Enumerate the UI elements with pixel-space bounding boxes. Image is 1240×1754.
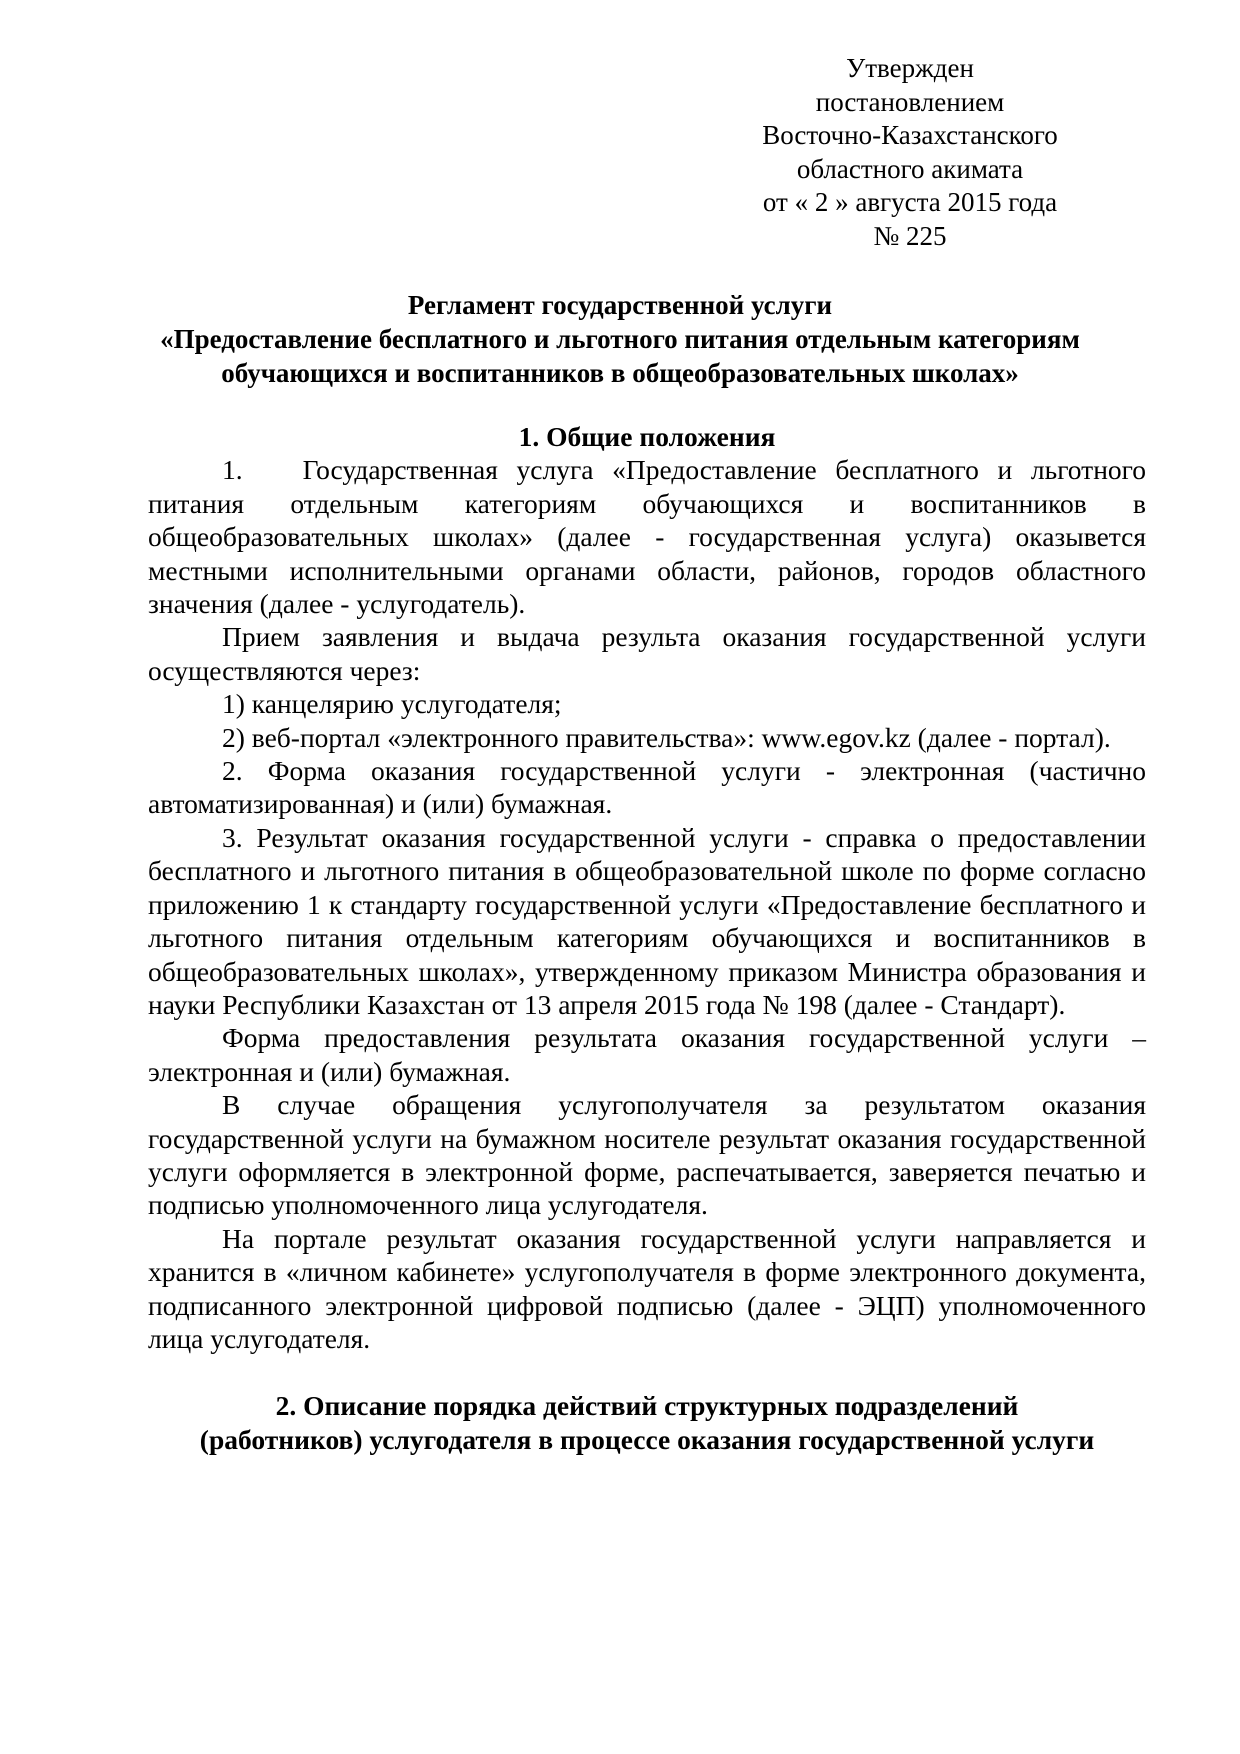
section-2-heading [148,1389,1146,1456]
paragraph-1 [148,453,1146,620]
list-item-2: 2) веб-портал «электронного правительства»: www.egov.kz (далее - портал). [222,721,1111,753]
approval-block [700,52,1120,253]
approval-line: Восточно-Казахстанского [762,120,1058,150]
document-body [148,420,1146,1456]
paragraph-text: Государственная услуга «Предоставление бесплатного и льготного питания отдельным категориям обучающихся и воспитанников в общеобразовательных школах» (далее - государственная услуга) оказывется местными исполнительными органами области, районов, городов областного значения (далее - услугодатель). [148,454,1146,620]
document-title [100,288,1140,390]
paragraph-portal: На портале результат оказания государственной услуги направляется и хранится в «личном кабинете» услугополучателя в форме электронного документа, подписанного электронной цифровой подписью (далее - ЭЦП) уполномоченного лица услугодателя. [148,1222,1146,1354]
paragraph-2: Прием заявления и выдача результа оказания государственной услуги осуществляются через: [148,621,1146,686]
heading-line: 2. Описание порядка действий структурных подразделений [275,1390,1019,1422]
approval-line: областного акимата [796,153,1024,184]
paragraph-number: 1. [222,454,243,486]
approval-number: № 225 [873,220,947,251]
list-item-1: 1) канцелярию услугодателя; [222,688,562,720]
section-1-heading: 1. Общие положения [518,421,776,452]
approval-line: постановлением [815,86,1005,117]
title-line: обучающихся и воспитанников в общеобразовательных школах» [221,358,1019,388]
paragraph-result: 3. Результат оказания государственной услуги - справка о предоставлении бесплатного и льготного питания в общеобразовательной школе по форме согласно приложению 1 к стандарту государственной услуги «Предоставление бесплатного и льготного питания отдельным категориям обучающихся и воспитанников в общеобразовательных школах», утвержденному приказом Министра образования и науки Республики Казахстан от 13 апреля 2015 года № 198 (далее - Стандарт). [148,821,1146,1020]
paragraph-paper-case: В случае обращения услугополучателя за результатом оказания государственной услуги на бумажном носителе результат оказания государственной услуги оформляется в электронной форме, распечатывается, заверяется печатью и подписью уполномоченного лица услугодателя. [148,1089,1146,1221]
title-line: «Предоставление бесплатного и льготного питания отдельным категориям [160,324,1080,354]
paragraph-result-form: Форма предоставления результата оказания государственной услуги – электронная и (или) бумажная. [148,1022,1146,1087]
title-line: Регламент государственной услуги [407,290,833,320]
approval-line: Утвержден [846,53,974,83]
approval-date: от « 2 » августа 2015 года [762,187,1058,217]
heading-line: (работников) услугодателя в процессе оказания государственной услуги [199,1423,1095,1455]
paragraph-form: 2. Форма оказания государственной услуги - электронная (частично автоматизированная) и (или) бумажная. [148,755,1146,820]
